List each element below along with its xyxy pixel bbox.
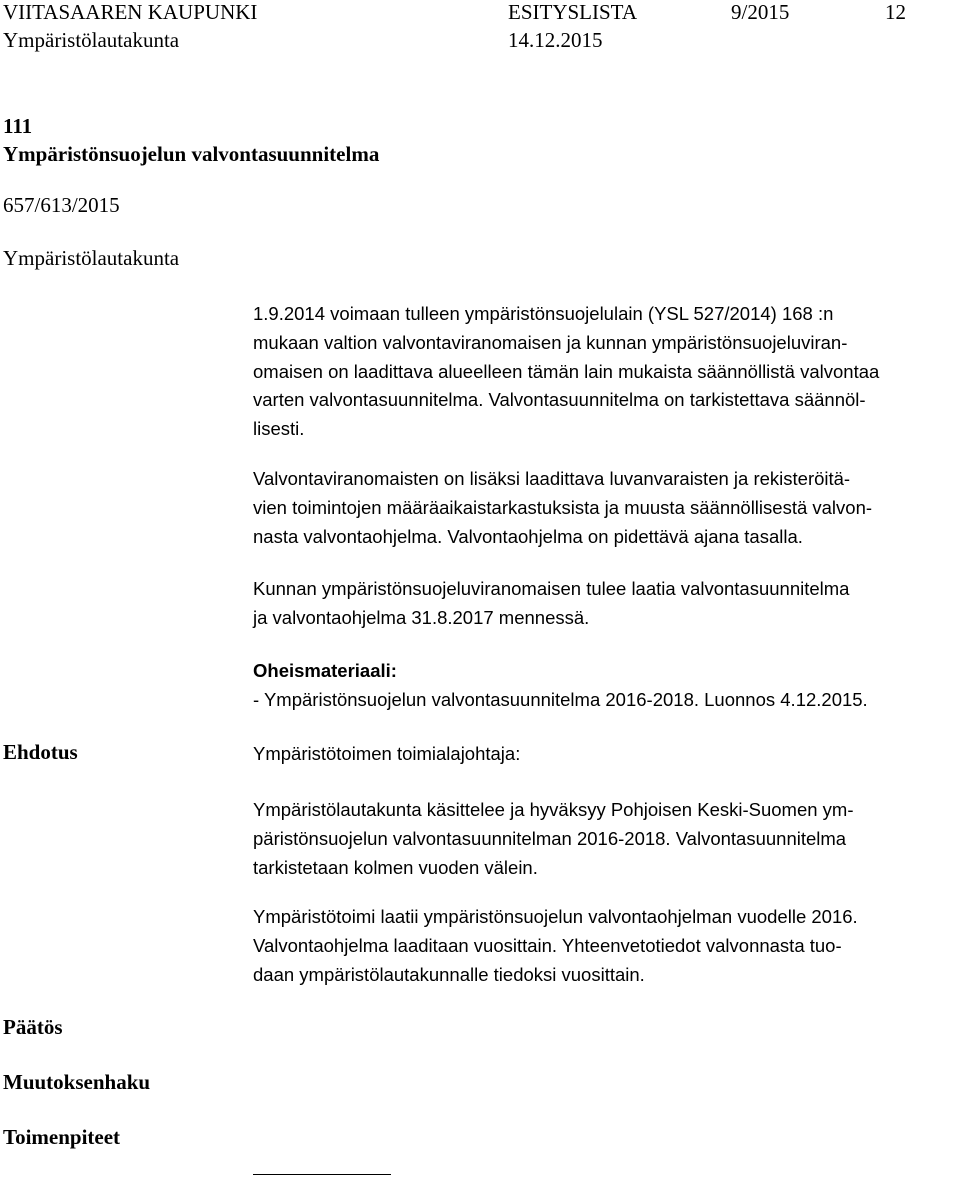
proposal-p1-line: Ympäristölautakunta käsittelee ja hyväksyy Pohjoisen Keski-Suomen ym- [253, 799, 854, 820]
body-p3-line: Kunnan ympäristönsuojeluviranomaisen tulee laatia valvontasuunnitelma [253, 578, 850, 599]
header-date: 14.12.2015 [508, 28, 603, 52]
proposal-paragraph-1 [253, 796, 854, 882]
body-p1-line: 1.9.2014 voimaan tulleen ympäristönsuojelulain (YSL 527/2014) 168 :n [253, 303, 834, 324]
header-board: Ympäristölautakunta [3, 28, 180, 52]
body-p1-line: omaisen on laadittava alueelleen tämän lain mukaista säännöllistä valvontaa [253, 360, 880, 382]
body-p1-line: lisesti. [253, 418, 305, 440]
attachments-heading: Oheismateriaali: [253, 660, 397, 681]
body-paragraph-2 [253, 465, 872, 551]
item-record-id: 657/613/2015 [3, 193, 120, 217]
proposal-proposer: Ympäristötoimen toimialajohtaja: [253, 743, 521, 764]
body-p3-line: ja valvontaohjelma 31.8.2017 mennessä. [253, 606, 590, 628]
item-title: Ympäristönsuojelun valvontasuunnitelma [3, 142, 380, 166]
body-p1-line: mukaan valtion valvontaviranomaisen ja kunnan ympäristönsuojeluviran- [253, 331, 848, 353]
body-p2-line: nasta valvontaohjelma. Valvontaohjelma on pidettävä ajana tasalla. [253, 525, 803, 547]
proposal-p2-line: Valvontaohjelma laaditaan vuosittain. Yhteenvetotiedot valvonnasta tuo- [253, 934, 842, 956]
proposal-paragraph-2 [253, 903, 858, 989]
proposal-p1-line: päristönsuojelun valvontasuunnitelman 2016-2018. Valvontasuunnitelma [253, 827, 847, 849]
header-org: VIITASAAREN KAUPUNKI [3, 0, 258, 24]
item-number: 111 [3, 114, 33, 138]
item-committee: Ympäristölautakunta [3, 246, 180, 270]
header-page-number: 12 [885, 0, 906, 24]
header-issue: 9/2015 [731, 0, 790, 24]
appeal-label: Muutoksenhaku [3, 1070, 151, 1094]
body-p2-line: Valvontaviranomaisten on lisäksi laadittava luvanvaraisten ja rekisteröitä- [253, 468, 851, 489]
proposal-p1-line: tarkistetaan kolmen vuoden välein. [253, 856, 538, 878]
body-p1-line: varten valvontasuunnitelma. Valvontasuunnitelma on tarkistettava säännöl- [253, 389, 866, 411]
signature-line [253, 1174, 391, 1175]
actions-label: Toimenpiteet [3, 1125, 121, 1149]
proposal-p2-line: Ympäristötoimi laatii ympäristönsuojelun valvontaohjelman vuodelle 2016. [253, 906, 858, 927]
proposal-p2-line: daan ympäristölautakunnalle tiedoksi vuosittain. [253, 963, 645, 985]
body-p2-line: vien toimintojen määräaikaistarkastuksista ja muusta säännöllisestä valvon- [253, 496, 873, 518]
decision-label: Päätös [3, 1015, 63, 1039]
body-paragraph-1 [253, 300, 879, 444]
attachment-item: - Ympäristönsuojelun valvontasuunnitelma 2016-2018. Luonnos 4.12.2015. [253, 689, 868, 710]
body-paragraph-3 [253, 575, 849, 633]
header-doc-type: ESITYSLISTA [508, 0, 637, 24]
proposal-label: Ehdotus [3, 740, 78, 764]
